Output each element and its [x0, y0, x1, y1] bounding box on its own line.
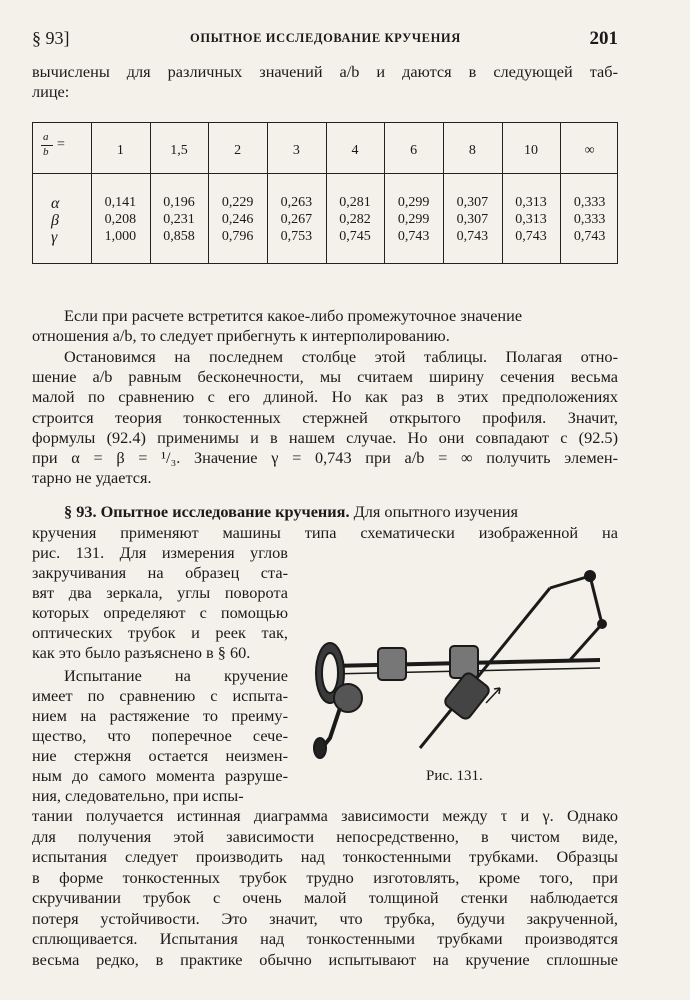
- paragraph-line: отношения a/b, то следует прибегнуть к интерполированию.: [32, 326, 450, 345]
- table-column-header: 6: [410, 143, 418, 158]
- table-cell: 0,263: [280, 195, 313, 210]
- table-cell: 0,743: [515, 229, 547, 244]
- table-cell: 0,858: [163, 229, 195, 244]
- table-cell: 0,753: [280, 229, 313, 244]
- paragraph-line: имеет по сравнению с испыта-: [32, 686, 288, 705]
- ratio-denominator: b: [43, 146, 49, 158]
- diagonal-rod: [420, 588, 550, 748]
- paragraph-line: Испытание на кручение: [64, 666, 288, 685]
- table-cell: 0,299: [397, 195, 430, 210]
- table-cell: 0,313: [515, 195, 547, 210]
- figure-caption: Рис. 131.: [426, 768, 483, 784]
- table-cell: 0,307: [456, 212, 489, 227]
- table-cell: 0,743: [397, 229, 430, 244]
- table-row-symbol: β: [51, 212, 59, 229]
- table-column-header: ∞: [584, 143, 595, 158]
- table-cell: 0,229: [221, 195, 254, 210]
- link-top: [550, 576, 590, 588]
- paragraph-line: тарно не удается.: [32, 468, 152, 487]
- torsion-machine-figure: [300, 548, 630, 778]
- table-cell: 0,196: [163, 195, 195, 210]
- header-section: § 93]: [32, 28, 70, 48]
- table-column-header: 1,5: [170, 143, 188, 158]
- paragraph-line: Если при расчете встретится какое-либо промежуточное значение: [64, 306, 523, 325]
- table-cell: 0,281: [339, 195, 371, 210]
- link-bottom: [570, 624, 602, 660]
- table-column-header: 8: [468, 143, 476, 158]
- coefficient-table: [32, 122, 618, 264]
- table-cell: 1,000: [104, 229, 137, 244]
- paragraph-line: кручения применяют машины типа схематически изображенной на: [32, 523, 618, 542]
- pivot-top: [585, 571, 595, 581]
- table-column-header: 1: [116, 143, 124, 158]
- page-number: 201: [589, 28, 618, 49]
- paragraph-line: весьма редко, в практике обычно испытывают на кручение сплошные: [32, 949, 618, 969]
- table-cell: 0,307: [456, 195, 489, 210]
- paragraph-line: тании получается истинная диаграмма зависимости между τ и γ. Однако: [32, 806, 618, 825]
- table-column-header: 3: [292, 143, 300, 158]
- table-cell: 0,208: [104, 212, 137, 227]
- section-heading-line: [32, 502, 618, 522]
- table-cell: 0,299: [397, 212, 430, 227]
- paragraph-line: ние стержня остается неизмен-: [32, 746, 288, 765]
- table-cell: 0,313: [515, 212, 547, 227]
- paragraph-line: в форме тонкостенных трубок трудно изготовлять, кроме того, при: [32, 867, 618, 887]
- table-cell: 0,141: [104, 195, 137, 210]
- table-cell: 0,333: [573, 195, 606, 210]
- paragraph-line: строится теория тонкостенных стержней открытого профиля. Значит,: [32, 408, 618, 427]
- paragraph-line: щество, что поперечное сече-: [32, 726, 288, 745]
- paragraph-line: формулы (92.4) применимы и в нашем случае. Но они совпадают с (92.5): [32, 428, 618, 447]
- paragraph-line: потеря устойчивости. Это значит, что трубка, будучи закрученной,: [32, 908, 618, 928]
- paragraph-line: при α = β = ¹/₃. Значение γ = 0,743 при a/b = ∞ получить элемен-: [32, 448, 618, 467]
- section-heading-rest: Для опытного изучения: [349, 502, 518, 521]
- table-column-header: 2: [234, 143, 242, 158]
- paragraph-line: как это было разъяснено в § 60.: [32, 643, 251, 662]
- table-row-symbol: α: [51, 195, 60, 212]
- table-cell: 0,796: [221, 229, 254, 244]
- table-cell: 0,246: [221, 212, 254, 227]
- table-cell: 0,743: [573, 229, 606, 244]
- paragraph-line: ным до самого момента разруше-: [32, 766, 288, 785]
- clamp-left: [378, 648, 406, 680]
- section-heading: § 93. Опытное исследование кручения.: [64, 502, 350, 521]
- ratio-equals: =: [57, 137, 65, 152]
- paragraph-line: малой по сравнению с его длиной. Но как раз в этих предположениях: [32, 387, 618, 406]
- link-right: [590, 576, 602, 624]
- sliding-sleeve: [443, 671, 491, 721]
- table-cell: 0,282: [339, 212, 371, 227]
- table-row-symbol: γ: [51, 229, 58, 246]
- table-cell: 0,231: [163, 212, 195, 227]
- paragraph-line: шение a/b равным бесконечности, мы считаем ширину сечения весьма: [32, 367, 618, 386]
- table-column-header: 4: [351, 143, 359, 158]
- paragraph-line: скручивании трубок с очень малой толщиной стенки наблюдается: [32, 888, 618, 907]
- clamp-right: [450, 646, 478, 678]
- header-title: ОПЫТНОЕ ИССЛЕДОВАНИЕ КРУЧЕНИЯ: [190, 31, 461, 45]
- pivot-right: [598, 620, 606, 628]
- table-column-header: 10: [523, 143, 538, 158]
- paragraph-line: закручивания на образец ста-: [32, 563, 288, 582]
- intro-line: лице:: [32, 82, 70, 101]
- paragraph-line: для получения этой зависимости непосредственно, в чистом виде,: [32, 826, 618, 846]
- paragraph-line: нием на растяжение то преиму-: [32, 706, 288, 725]
- paragraph-line: сплющивается. Испытания над тонкостенными трубками производятся: [32, 929, 618, 948]
- table-cell: 0,333: [573, 212, 606, 227]
- paragraph-line: рис. 131. Для измерения углов: [32, 543, 288, 562]
- paragraph-line: ния, следовательно, при испы-: [32, 786, 244, 805]
- running-header: [32, 28, 618, 52]
- crank-handle: [314, 738, 326, 758]
- table-cell: 0,267: [280, 212, 313, 227]
- ratio-numerator: a: [43, 131, 49, 143]
- intro-line: вычислены для различных значений a/b и даются в следующей таб-: [32, 62, 618, 81]
- table-cell: 0,743: [456, 229, 489, 244]
- paragraph-line: вят два зеркала, углы поворота: [32, 583, 288, 602]
- paragraph-line: которых определяют с помощью: [32, 603, 288, 622]
- table-cell: 0,745: [339, 229, 371, 244]
- paragraph-line: испытания следует производить над тонкостенными трубками. Образцы: [32, 847, 618, 866]
- paragraph-line: оптических трубок и реек так,: [32, 623, 288, 642]
- handwheel-hub: [322, 653, 338, 693]
- paragraph-line: Остановимся на последнем столбце этой таблицы. Полагая отно-: [64, 347, 618, 366]
